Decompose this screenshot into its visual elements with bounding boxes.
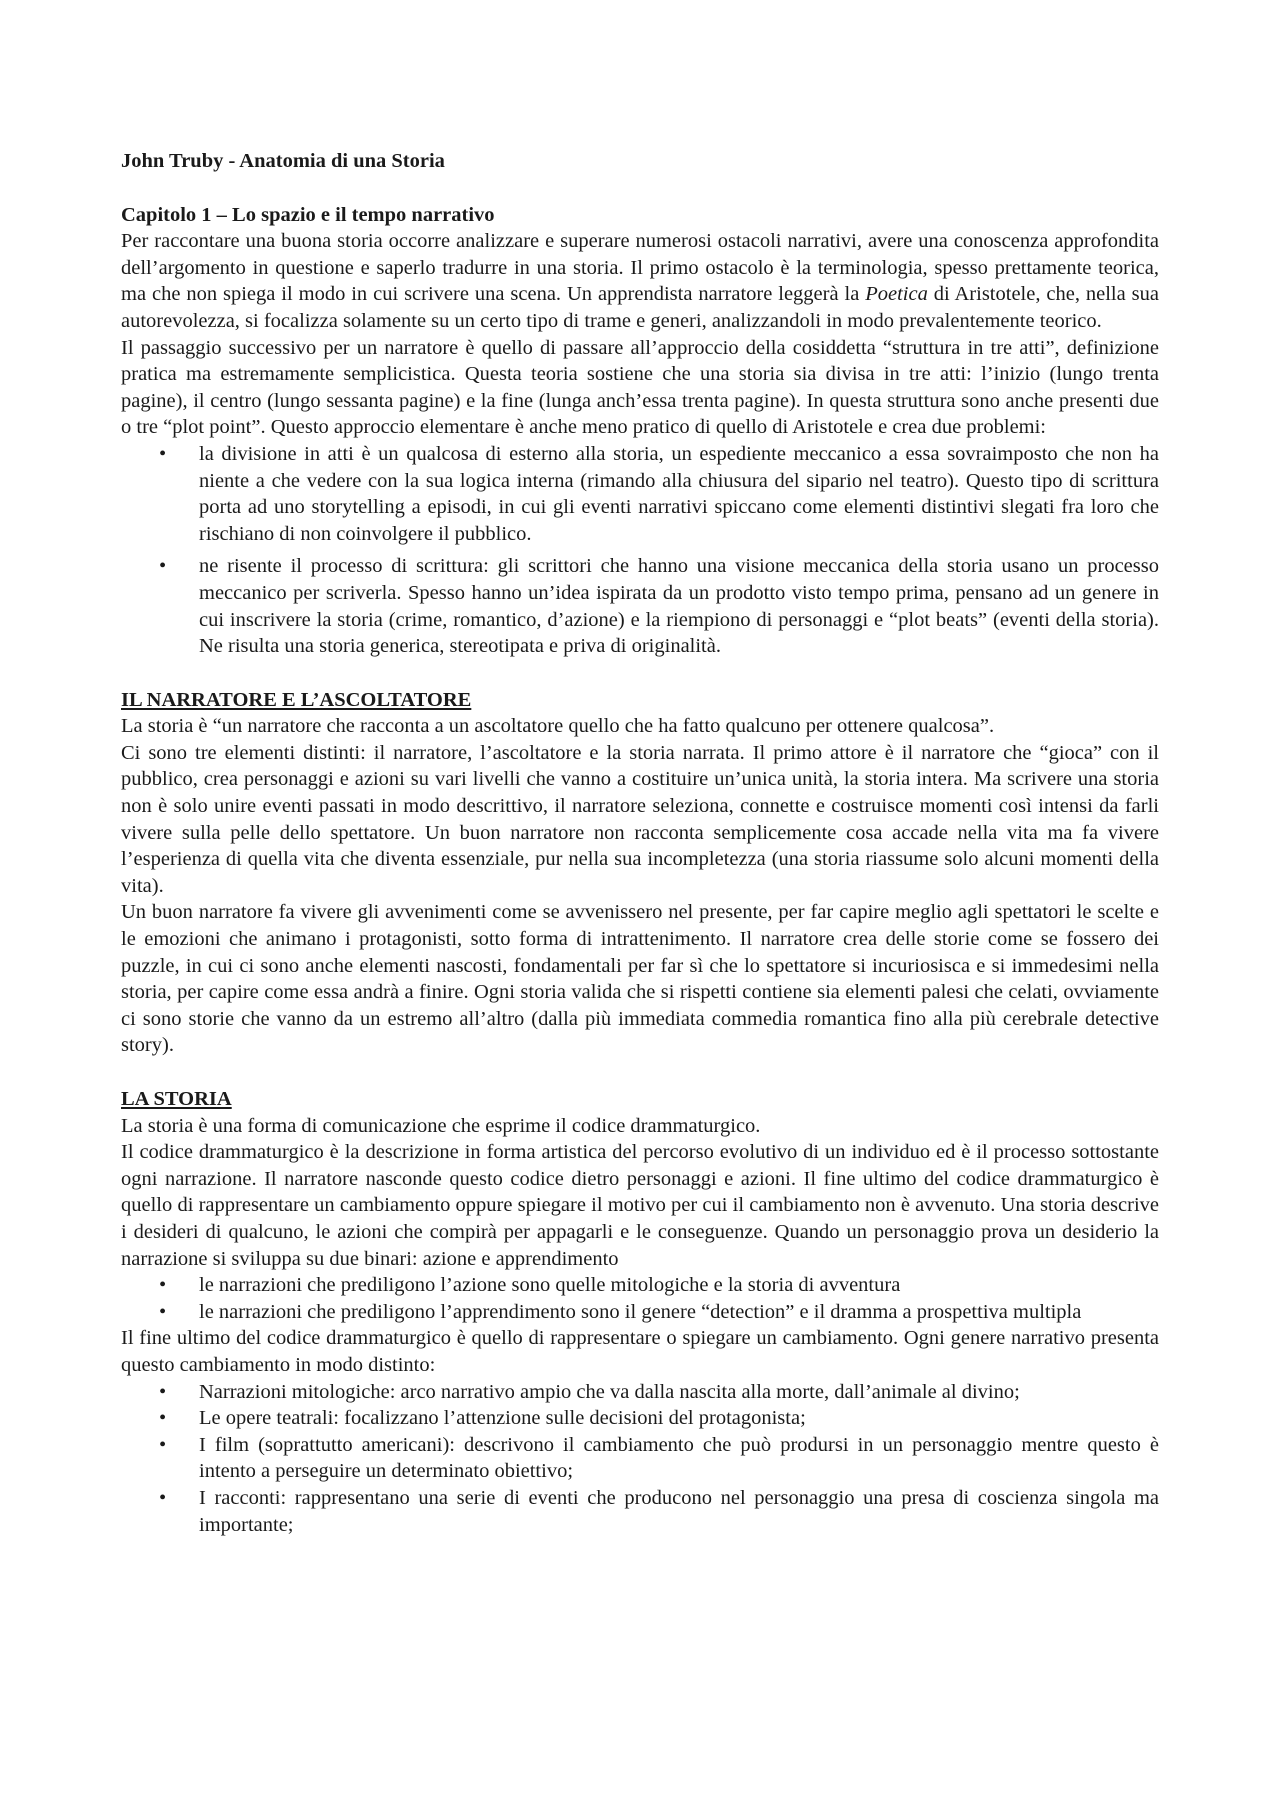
- narratore-paragraph-1: La storia è “un narratore che racconta a un ascoltatore quello che ha fatto qualcuno per ottenere qualcosa”.: [121, 715, 995, 738]
- narrative-binaries-list: [121, 1272, 1159, 1325]
- narratore-paragraph-3: Un buon narratore fa vivere gli avvenimenti come se avvenissero nel presente, per far capire meglio agli spettatori le scelte e le emozioni che animano i protagonisti, sotto forma di intrattenimento. Il narratore crea delle storie come se fossero dei puzzle, in cui ci sono anche elementi nascosti, fondamentali per far sì che lo spettatore si incuriosisca e si immedesimi nella storia, per capire come essa andrà a finire. Ogni storia valida che si rispetti contiene sia elementi palesi che celati, ovviamente ci sono storie che vanno da un estremo all’altro (dalla più immediata commedia romantica fino alla più cerebrale detective story).: [121, 901, 1159, 1057]
- list-item: • ne risente il processo di scrittura: gli scrittori che hanno una visione meccanica della storia usano un processo meccanico per scriverla. Spesso hanno un’idea ispirata da un prodotto visto tempo prima, pensano ad un genere in cui inscrivere la storia (crime, romantico, d’azione) e la riempiono di personaggi e “plot beats” (eventi della storia). Ne risulta una storia generica, stereotipata e priva di originalità.: [121, 553, 1159, 659]
- list-item: • Narrazioni mitologiche: arco narrativo ampio che va dalla nascita alla morte, dall’animale al divino;: [121, 1379, 1159, 1406]
- chapter-paragraph-2: Il passaggio successivo per un narratore è quello di passare all’approccio della cosiddetta “struttura in tre atti”, definizione pratica ma estremamente semplicistica. Questa teoria sostiene che una storia sia divisa in tre atti: l’inizio (lungo trenta pagine), il centro (lungo sessanta pagine) e la fine (lunga anch’essa trenta pagine). In questa struttura sono anche presenti due o tre “plot point”. Questo approccio elementare è anche meno pratico di quello di Aristotele e crea due problemi:: [121, 336, 1159, 439]
- problems-list: [121, 441, 1159, 660]
- section-heading-storia: LA STORIA: [121, 1088, 232, 1110]
- text-segment: di Aristotele, che, nella sua autorevolezza, si focalizza solamente su un certo tipo di trame e generi, analizzandoli in modo prevalentemente teorico.: [121, 283, 1159, 332]
- document-page: [121, 148, 1159, 1538]
- chapter-title: Capitolo 1 – Lo spazio e il tempo narrativo: [121, 203, 495, 226]
- list-item: • la divisione in atti è un qualcosa di esterno alla storia, un espediente meccanico a essa sovraimposto che non ha niente a che vedere con la sua logica interna (rimando alla chiusura del sipario nel teatro). Questo tipo di scrittura porta ad uno storytelling a episodi, in cui gli eventi narrativi spiccano come elementi distintivi slegati fra loro che rischiano di non coinvolgere il pubblico.: [121, 441, 1159, 547]
- narratore-paragraph-2: Ci sono tre elementi distinti: il narratore, l’ascoltatore e la storia narrata. Il primo attore è il narratore che “gioca” con il pubblico, crea personaggi e azioni su vari livelli che vanno a costituire un’unica unità, la storia intera. Ma scrivere una storia non è solo unire eventi passati in modo descrittivo, il narratore seleziona, connette e costruisce momenti così intensi da farli vivere sulla pelle dello spettatore. Un buon narratore non racconta semplicemente cosa accade nella vita ma fa vivere l’esperienza di quella vita che diventa essenziale, pur nella sua incompletezza (una storia riassume solo alcuni momenti della vita).: [121, 741, 1159, 897]
- text-segment: Per raccontare una buona storia occorre analizzare e superare numerosi ostacoli narrativi, avere una conoscenza approfondita dell’argomento in questione e saperlo tradurre in una storia. Il primo ostacolo è la terminologia, spesso prettamente teorica, ma che non spiega il modo in cui scrivere una scena. Un apprendista narratore leggerà la: [121, 230, 1159, 306]
- genres-list: [121, 1379, 1159, 1539]
- storia-paragraph-3: Il fine ultimo del codice drammaturgico è quello di rappresentare o spiegare un cambiamento. Ogni genere narrativo presenta questo cambiamento in modo distinto:: [121, 1327, 1159, 1376]
- list-item: • le narrazioni che prediligono l’apprendimento sono il genere “detection” e il dramma a prospettiva multipla: [121, 1299, 1159, 1326]
- document-title: John Truby - Anatomia di una Storia: [121, 150, 445, 172]
- italic-work-title: Poetica: [865, 283, 928, 306]
- chapter-paragraph-1: [121, 228, 1159, 334]
- list-item: • Le opere teatrali: focalizzano l’attenzione sulle decisioni del protagonista;: [121, 1405, 1159, 1432]
- storia-paragraph-1: La storia è una forma di comunicazione che esprime il codice drammaturgico.: [121, 1114, 761, 1137]
- storia-paragraph-2: Il codice drammaturgico è la descrizione in forma artistica del percorso evolutivo di un individuo ed è il processo sottostante ogni narrazione. Il narratore nasconde questo codice dietro personaggi e azioni. Il fine ultimo del codice drammaturgico è quello di rappresentare un cambiamento oppure spiegare il motivo per cui il cambiamento non è avvenuto. Una storia descrive i desideri di qualcuno, le azioni che compirà per appagarli e le conseguenze. Quando un personaggio prova un desiderio la narrazione si sviluppa su due binari: azione e apprendimento: [121, 1141, 1159, 1270]
- section-heading-narratore: IL NARRATORE E L’ASCOLTATORE: [121, 688, 472, 711]
- list-item: • I film (soprattutto americani): descrivono il cambiamento che può prodursi in un personaggio mentre questo è intento a perseguire un determinato obiettivo;: [121, 1432, 1159, 1485]
- list-item: • le narrazioni che prediligono l’azione sono quelle mitologiche e la storia di avventura: [121, 1272, 1159, 1299]
- list-item: • I racconti: rappresentano una serie di eventi che producono nel personaggio una presa di coscienza singola ma importante;: [121, 1485, 1159, 1538]
